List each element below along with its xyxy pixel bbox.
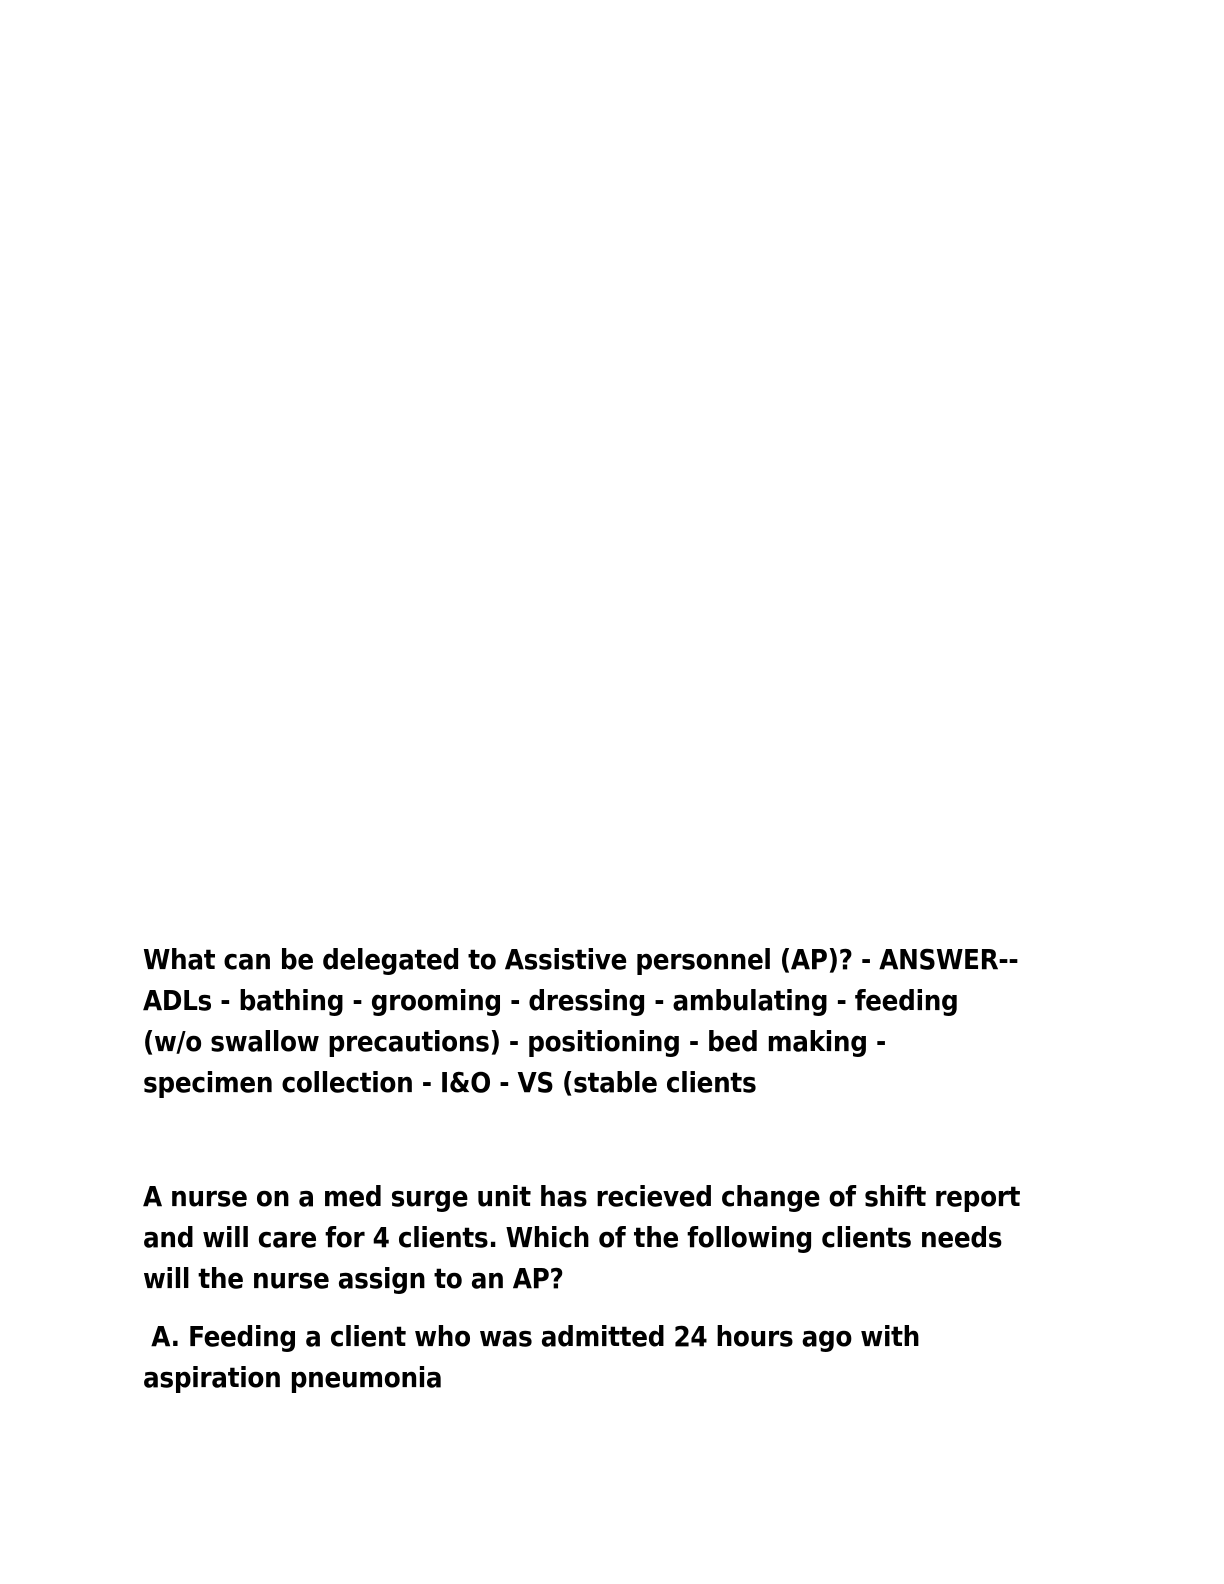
text-line: (w/o swallow precautions) - positioning - bed making - — [143, 1026, 886, 1058]
text-line: aspiration pneumonia — [143, 1362, 443, 1394]
text-line: What can be delegated to Assistive personnel (AP)? - ANSWER-- — [143, 944, 1019, 976]
question-paragraph — [143, 1177, 1103, 1300]
text-line: A. Feeding a client who was admitted 24 hours ago with — [143, 1321, 920, 1353]
text-line: specimen collection - I&O - VS (stable clients — [143, 1067, 757, 1099]
text-line: A nurse on a med surge unit has recieved change of shift report — [143, 1181, 1021, 1213]
text-line: will the nurse assign to an AP? — [143, 1263, 564, 1295]
option-paragraph — [143, 1317, 1103, 1399]
answer-paragraph — [143, 940, 1103, 1104]
text-line: and will care for 4 clients. Which of the following clients needs — [143, 1222, 1003, 1254]
text-line: ADLs - bathing - grooming - dressing - ambulating - feeding — [143, 985, 959, 1017]
